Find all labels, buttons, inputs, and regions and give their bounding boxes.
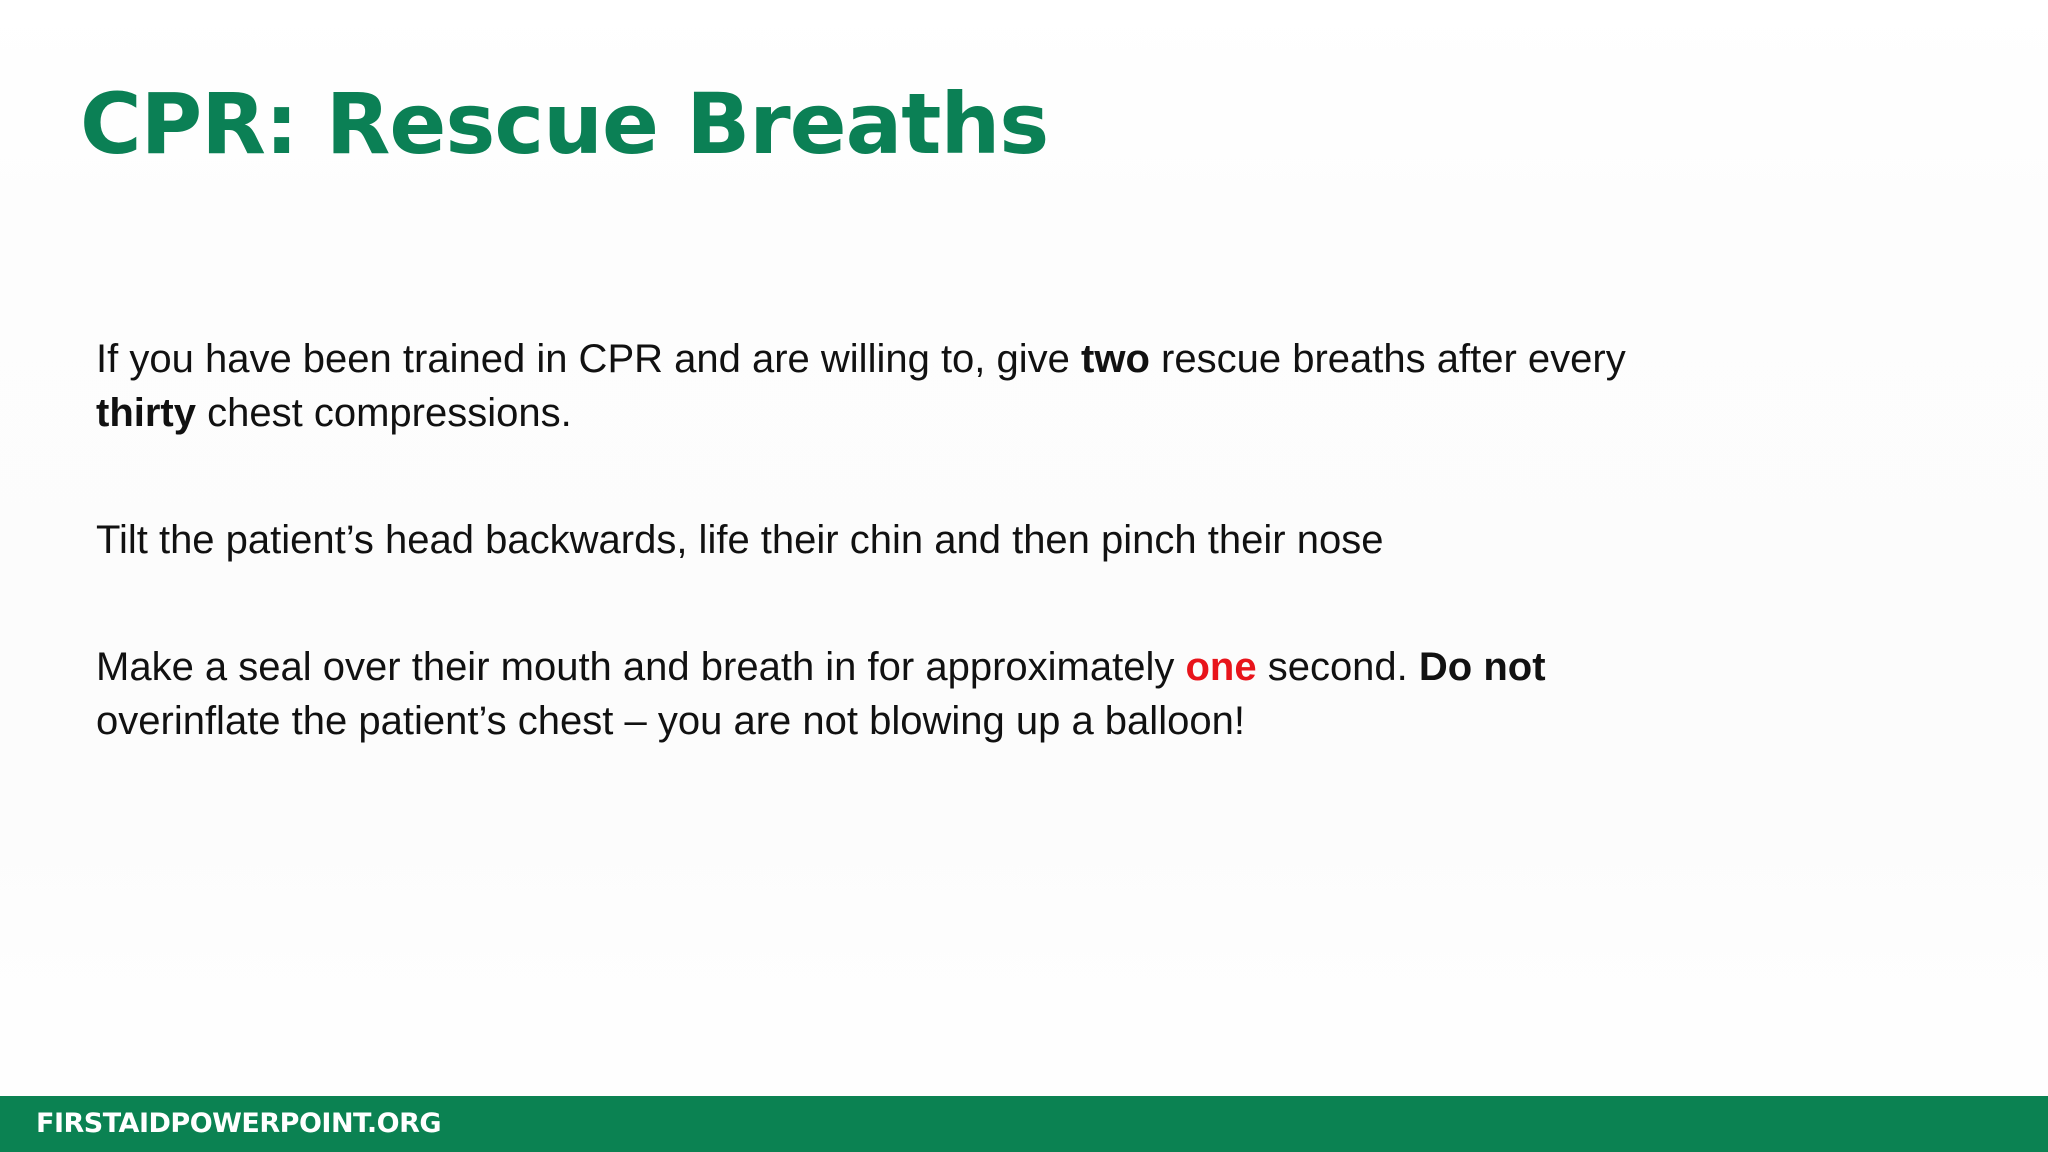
text-segment: If you have been trained in CPR and are willing to, give xyxy=(96,337,1082,381)
emphasis-one: one xyxy=(1185,645,1257,689)
text-segment: overinflate the patient’s chest – you are not blowing up a balloon! xyxy=(96,699,1245,743)
text-segment: Tilt the patient’s head backwards, life their chin and then pinch their nose xyxy=(96,518,1384,562)
emphasis-do-not: Do not xyxy=(1418,645,1546,689)
footer-website: FIRSTAIDPOWERPOINT.ORG xyxy=(36,1108,442,1139)
text-segment: chest compressions. xyxy=(196,391,572,435)
emphasis-two: two xyxy=(1081,337,1150,381)
slide-title: CPR: Rescue Breaths xyxy=(80,75,1049,173)
slide-body xyxy=(96,332,1756,748)
paragraph-rescue-breaths-ratio xyxy=(96,332,1756,440)
text-segment: rescue breaths after every xyxy=(1149,337,1626,381)
text-segment: Make a seal over their mouth and breath in for approximately xyxy=(96,645,1186,689)
emphasis-thirty: thirty xyxy=(96,391,196,435)
text-segment: second. xyxy=(1256,645,1419,689)
paragraph-head-tilt xyxy=(96,513,1756,567)
paragraph-seal-and-breathe xyxy=(96,640,1756,748)
footer-bar xyxy=(0,1096,2048,1152)
